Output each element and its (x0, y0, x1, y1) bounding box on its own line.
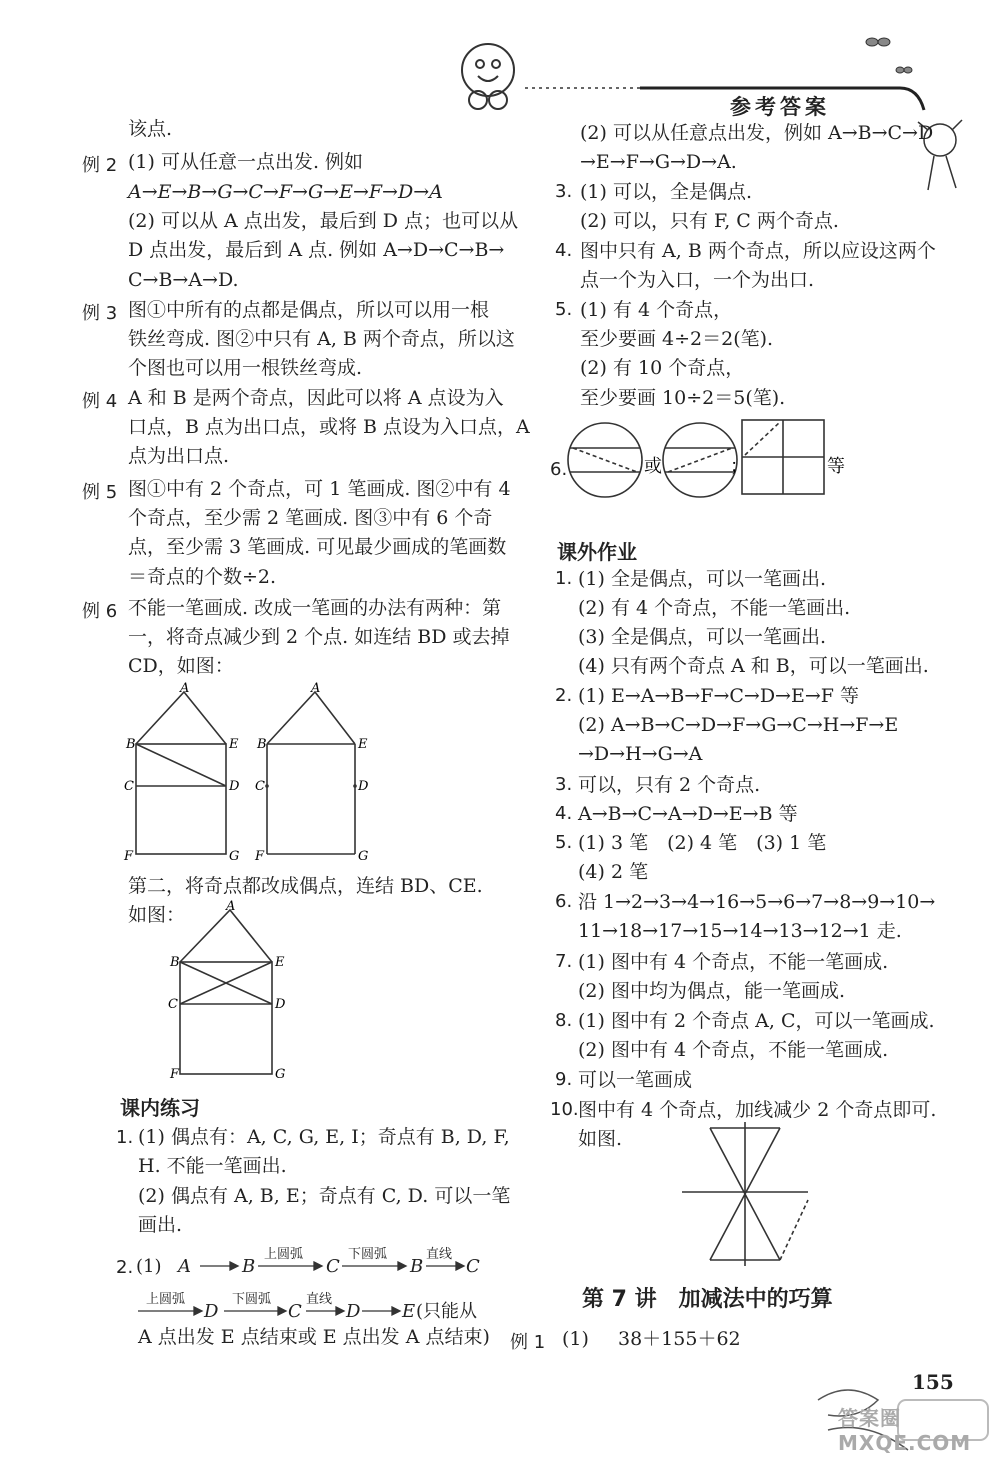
text-line: 如图： (128, 904, 186, 926)
text-line: D 点出发，最后到 A 点. 例如 A→D→C→B→ (128, 239, 505, 261)
point-label: E (275, 955, 285, 970)
text-line: 个图也可以用一根铁丝弯成. (128, 357, 363, 379)
text-line: 点一个为入口，一个为出口. (580, 269, 815, 291)
point-label: E (229, 737, 239, 752)
point-label: G (275, 1067, 286, 1082)
question-number: 6. (555, 891, 573, 912)
text-line: 可以，只有 2 个奇点. (578, 774, 761, 796)
etc-label: 等 (827, 456, 845, 477)
example-label: 例 2 (82, 155, 118, 176)
step-note: (只能从 (416, 1301, 478, 1322)
question-number: 5. (555, 832, 573, 853)
or-label: 或 (644, 456, 662, 477)
text-line: (4) 2 笔 (578, 861, 649, 883)
page-header-title: 参考答案 (730, 95, 830, 119)
arrow-label: 下圆弧 (348, 1247, 388, 1262)
example-label: 例 5 (82, 482, 118, 503)
text-line: (1) 可以，全是偶点. (580, 181, 752, 203)
text-line: A 和 B 是两个奇点，因此可以将 A 点设为入 (128, 387, 504, 409)
text-line: 画出. (138, 1214, 183, 1236)
question-number: 1. (116, 1127, 134, 1148)
text-line: 个奇点，至少需 2 笔画成. 图③中有 6 个奇 (128, 507, 493, 529)
example-label: 例 1 (510, 1332, 546, 1353)
point-label: B (242, 1256, 256, 1277)
text-line: 点为出口点. (128, 445, 230, 467)
arrow-label: 直线 (426, 1247, 453, 1262)
butterfly-icon (866, 38, 912, 73)
text-line: (1) 全是偶点，可以一笔画出. (578, 568, 826, 590)
point-label: A (226, 899, 236, 914)
text-line: A→E→B→G→C→F→G→E→F→D→A (128, 181, 443, 203)
text-line: 第二，将奇点都改成偶点，连结 BD、CE. (128, 875, 483, 897)
point-label: G (358, 849, 369, 864)
semicolon-label: ； (730, 456, 748, 477)
text-line: H. 不能一笔画出. (138, 1155, 287, 1177)
text-line: C→B→A→D. (128, 269, 239, 291)
point-label: A (311, 681, 321, 696)
text-line: (2) 有 10 个奇点， (580, 357, 745, 379)
text-line: 沿 1→2→3→4→16→5→6→7→8→9→10→ (578, 891, 936, 913)
question-number: 9. (555, 1069, 573, 1090)
point-label: D (346, 1301, 361, 1322)
point-label: C (168, 997, 178, 1012)
point-label: F (124, 849, 134, 864)
text-line: 口点，B 点为出口点，或将 B 点设为入口点，A (128, 416, 530, 438)
text-line: (2) 可以，只有 F, C 两个奇点. (580, 210, 839, 232)
text-line: (1) 3 笔 (2) 4 笔 (3) 1 笔 (578, 832, 827, 854)
point-label: B (170, 955, 180, 970)
text-line: (2) 图中有 4 个奇点，不能一笔画成. (578, 1039, 889, 1061)
text-line: (2) 图中均为偶点，能一笔画成. (578, 980, 845, 1002)
text-line: 图中只有 A, B 两个奇点，所以应设这两个 (580, 240, 936, 262)
question-number: 3. (555, 774, 573, 795)
point-label: E (358, 737, 368, 752)
text-line: (1) 有 4 个奇点， (580, 299, 733, 321)
text-line: 铁丝弯成. 图②中只有 A, B 两个奇点，所以这 (128, 328, 515, 350)
question-number: 4. (555, 803, 573, 824)
arrow-label: 上圆弧 (146, 1292, 186, 1307)
point-label: A (180, 681, 190, 696)
math-expression: 38＋155＋62 (618, 1328, 741, 1350)
section-title-homework: 课外作业 (557, 540, 637, 564)
page-number: 155 (912, 1370, 954, 1394)
question-number: 1. (555, 568, 573, 589)
text-line: (2) 可以从 A 点出发，最后到 D 点；也可以从 (128, 210, 519, 232)
text-line: 11→18→17→15→14→13→12→1 走. (578, 920, 902, 942)
point-label: C (326, 1256, 340, 1277)
text-line: 图①中有 2 个奇点，可 1 笔画成. 图②中有 4 (128, 478, 511, 500)
point-label: C (466, 1256, 480, 1277)
text-line: (1) E→A→B→F→C→D→E→F 等 (578, 685, 859, 707)
point-label: D (204, 1301, 219, 1322)
circle-square-figures (565, 418, 845, 500)
text-line: 不能一笔画成. 改成一笔画的办法有两种：第 (128, 597, 502, 619)
text-line: (1) 图中有 2 个奇点 A, C，可以一笔画成. (578, 1010, 935, 1032)
text-line: →E→F→G→D→A. (580, 151, 737, 173)
question-number: 7. (555, 951, 573, 972)
point-label: C (288, 1301, 302, 1322)
question-number: 5. (555, 299, 573, 320)
text-line: →D→H→G→A (578, 743, 703, 765)
lecture-title: 第 7 讲 加减法中的巧算 (582, 1287, 833, 1312)
question-number: 6. (550, 459, 568, 480)
step-label: (1) (136, 1256, 162, 1277)
text-line: A→B→C→A→D→E→B 等 (578, 803, 798, 825)
question-number: 2. (555, 685, 573, 706)
text-line: (2) 可以从任意点出发，例如 A→B→C→D (580, 122, 934, 144)
text-line: (2) 有 4 个奇点，不能一笔画出. (578, 597, 851, 619)
smiley-face-icon (462, 44, 514, 109)
point-label: C (255, 779, 265, 794)
text-line: (2) 偶点有 A, B, E；奇点有 C, D. 可以一笔 (138, 1185, 511, 1207)
point-label: E (402, 1301, 416, 1322)
point-label: D (275, 997, 286, 1012)
question-number: 3. (555, 181, 573, 202)
house-figure-3 (160, 900, 300, 1085)
text-line: 该点. (128, 118, 173, 140)
text-line: 至少要画 10÷2＝5(笔). (580, 387, 786, 409)
question-number: 10. (550, 1099, 579, 1120)
text-line: (1) 可从任意一点出发. 例如 (128, 151, 364, 173)
point-label: G (229, 849, 240, 864)
point-label: B (257, 737, 267, 752)
text-line: (1) 图中有 4 个奇点，不能一笔画成. (578, 951, 889, 973)
example-label: 例 4 (82, 391, 118, 412)
text-line: 可以一笔画成 (578, 1069, 693, 1091)
text-line: 图①中所有的点都是偶点，所以可以用一根 (128, 299, 490, 321)
point-label: F (170, 1067, 180, 1082)
point-label: C (124, 779, 134, 794)
point-label: A (178, 1256, 191, 1277)
arrow-label: 下圆弧 (232, 1292, 272, 1307)
text-line: 图中有 4 个奇点，加线减少 2 个奇点即可. (578, 1099, 937, 1121)
house-figure-2 (249, 682, 379, 867)
arrow-label: 上圆弧 (264, 1247, 304, 1262)
text-line: 如图. (578, 1128, 623, 1150)
question-number: 4. (555, 240, 573, 261)
text-line: CD，如图： (128, 655, 234, 677)
text-line: (2) A→B→C→D→F→G→C→H→F→E (578, 714, 899, 736)
point-label: D (358, 779, 369, 794)
question-number: 8. (555, 1010, 573, 1031)
text-line: A 点出发 E 点结束或 E 点出发 A 点结束) (138, 1326, 490, 1348)
section-title-practice: 课内练习 (120, 1096, 200, 1120)
arrow-label: 直线 (306, 1292, 333, 1307)
text-line: 一，将奇点减少到 2 个点. 如连结 BD 或去掉 (128, 626, 510, 648)
point-label: D (229, 779, 240, 794)
example-label: 例 6 (82, 601, 118, 622)
text-line: (1) 偶点有：A, C, G, E, I；奇点有 B, D, F, (138, 1126, 510, 1148)
watermark-text: 答案圈 MXQE.COM (838, 1406, 972, 1455)
house-figure-1 (118, 682, 248, 867)
example-label: 例 3 (82, 303, 118, 324)
point-label: B (410, 1256, 424, 1277)
text-line: (4) 只有两个奇点 A 和 B，可以一笔画出. (578, 655, 929, 677)
header-decoration (440, 30, 980, 200)
text-line: 至少要画 4÷2＝2(笔). (580, 328, 774, 350)
hourglass-figure (676, 1120, 816, 1270)
text-line: ＝奇点的个数÷2. (128, 566, 277, 588)
text-line: (1) (562, 1328, 589, 1350)
text-line: 点，至少需 3 笔画成. 可见最少画成的笔画数 (128, 536, 507, 558)
point-label: F (255, 849, 265, 864)
point-label: B (126, 737, 136, 752)
question-number: 2. (116, 1257, 134, 1278)
text-line: (3) 全是偶点，可以一笔画出. (578, 626, 826, 648)
